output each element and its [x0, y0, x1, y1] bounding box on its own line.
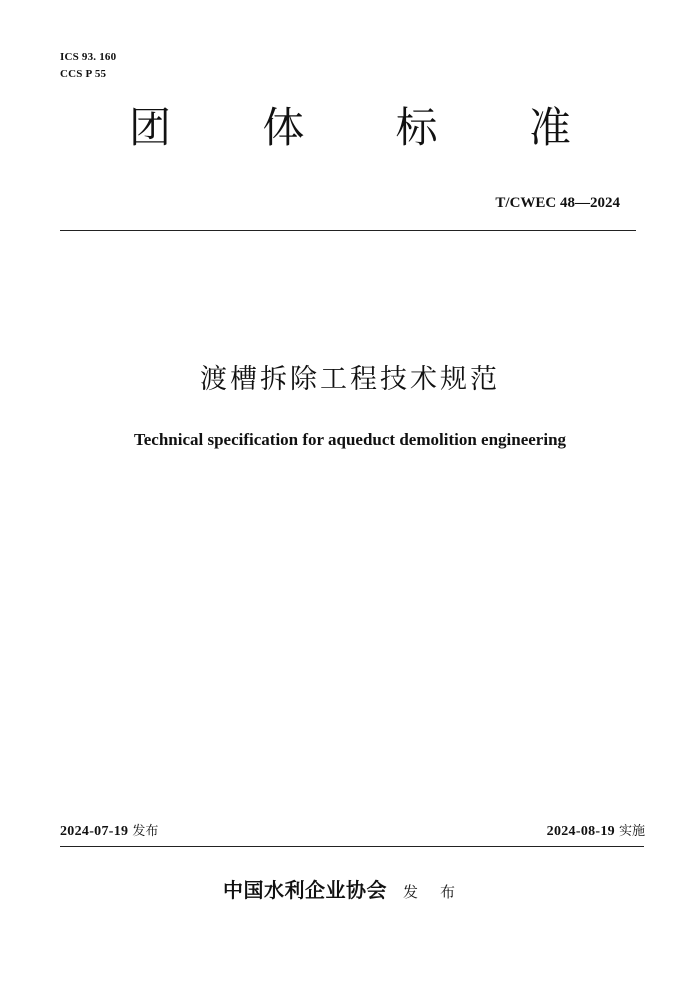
- doc-type-char-3: 标: [395, 103, 438, 152]
- effective-date-line: [547, 822, 645, 841]
- publish-date: 2024-07-19: [60, 824, 129, 839]
- title-chinese: 渡槽拆除工程技术规范: [200, 364, 500, 395]
- document-type-heading: [120, 102, 580, 154]
- publisher-line: [0, 876, 700, 906]
- ccs-code: CCS P 55: [60, 68, 107, 80]
- bottom-divider: [60, 846, 644, 847]
- doc-type-char-1: 团: [128, 103, 171, 152]
- publish-date-line: [60, 822, 158, 841]
- effective-label: 实施: [618, 824, 645, 839]
- ics-code: ICS 93. 160: [60, 51, 117, 63]
- doc-type-char-2: 体: [262, 103, 305, 152]
- standard-number: T/CWEC 48—2024: [495, 195, 620, 211]
- publisher-action: 发布: [402, 883, 477, 901]
- doc-type-char-4: 准: [528, 103, 571, 152]
- effective-date: 2024-08-19: [546, 824, 615, 839]
- top-divider: [60, 230, 636, 231]
- publisher-name: 中国水利企业协会: [222, 878, 387, 902]
- title-english: Technical specification for aqueduct demolition engineering: [133, 430, 567, 449]
- publish-label: 发布: [132, 824, 159, 839]
